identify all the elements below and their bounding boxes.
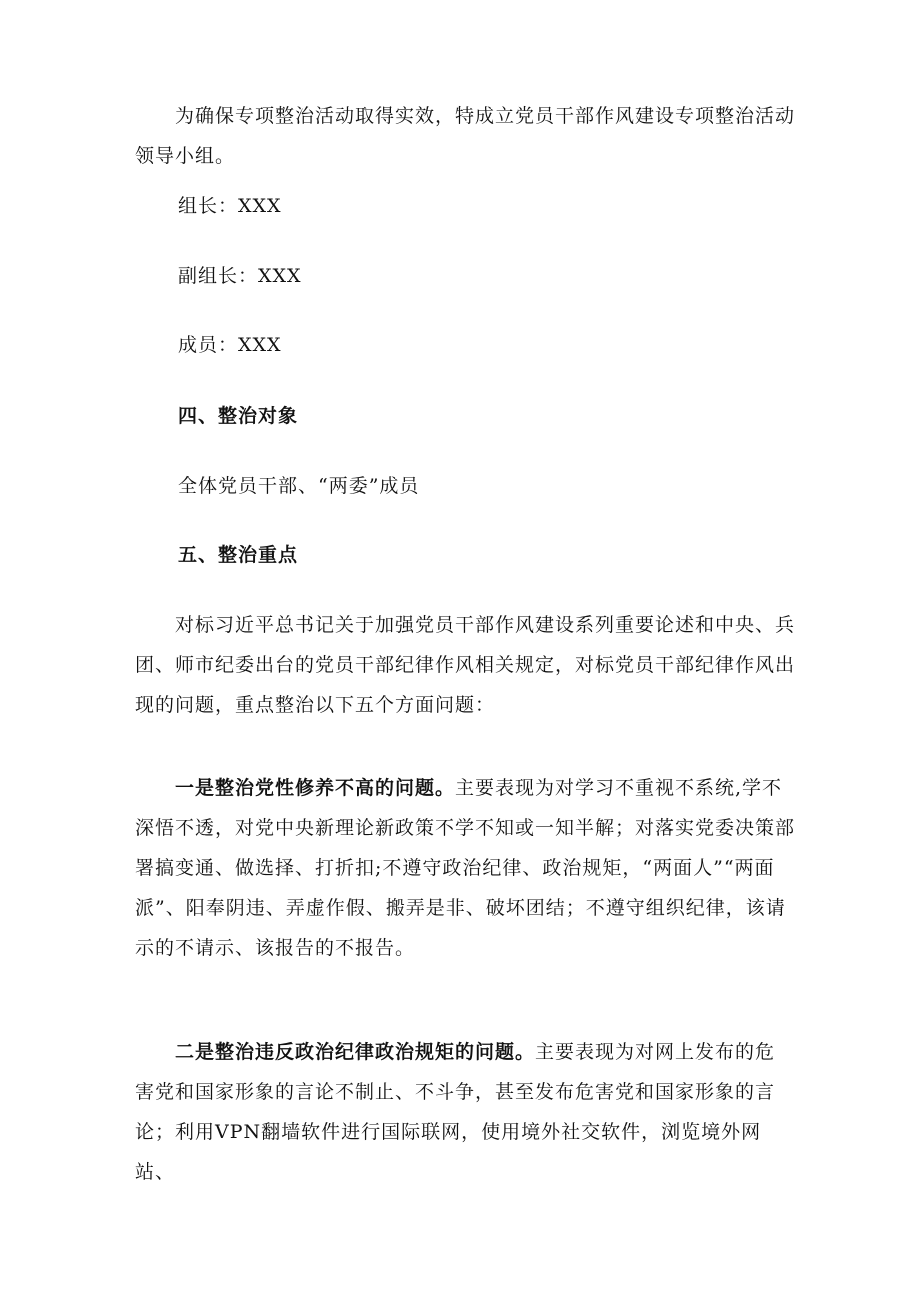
item-1-lead: 一是整治党性修养不高的问题。 xyxy=(175,777,456,799)
deputy-leader-line: 副组长：XXX xyxy=(178,265,302,287)
item-1-body: 主要表现为对学习不重视不系统,学不深悟不透，对党中央新理论新政策不学不知或一知半解；对落实党委决策部署搞变通、做选择、打折扣;不遵守政治纪律、政治规矩，“两面人”“两面派”、阳奉阴违、弄虚作假、搬弄是非、破坏团结；不遵守组织纪律，该请示的不请示、该报告的不报告。 xyxy=(135,777,796,959)
section-5-heading: 五、整治重点 xyxy=(178,544,299,566)
item-1-paragraph xyxy=(135,768,795,968)
section-4-body: 全体党员干部、“两委”成员 xyxy=(178,475,420,497)
section-4-heading: 四、整治对象 xyxy=(178,405,299,427)
members-line: 成员：XXX xyxy=(178,334,282,356)
item-2-lead: 二是整治违反政治纪律政治规矩的问题。 xyxy=(175,1041,536,1063)
intro-paragraph: 为确保专项整治活动取得实效，特成立党员干部作风建设专项整治活动领导小组。 xyxy=(135,105,796,167)
item-2-paragraph xyxy=(135,1032,795,1192)
section-5-body: 对标习近平总书记关于加强党员干部作风建设系列重要论述和中央、兵团、师市纪委出台的党员干部纪律作风相关规定，对标党员干部纪律作风出现的问题，重点整治以下五个方面问题： xyxy=(135,614,796,716)
item-2-body: 主要表现为对网上发布的危害党和国家形象的言论不制止、不斗争，甚至发布危害党和国家形象的言论；利用VPN翻墙软件进行国际联网，使用境外社交软件，浏览境外网站、 xyxy=(135,1041,776,1183)
leader-line: 组长：XXX xyxy=(178,195,282,217)
